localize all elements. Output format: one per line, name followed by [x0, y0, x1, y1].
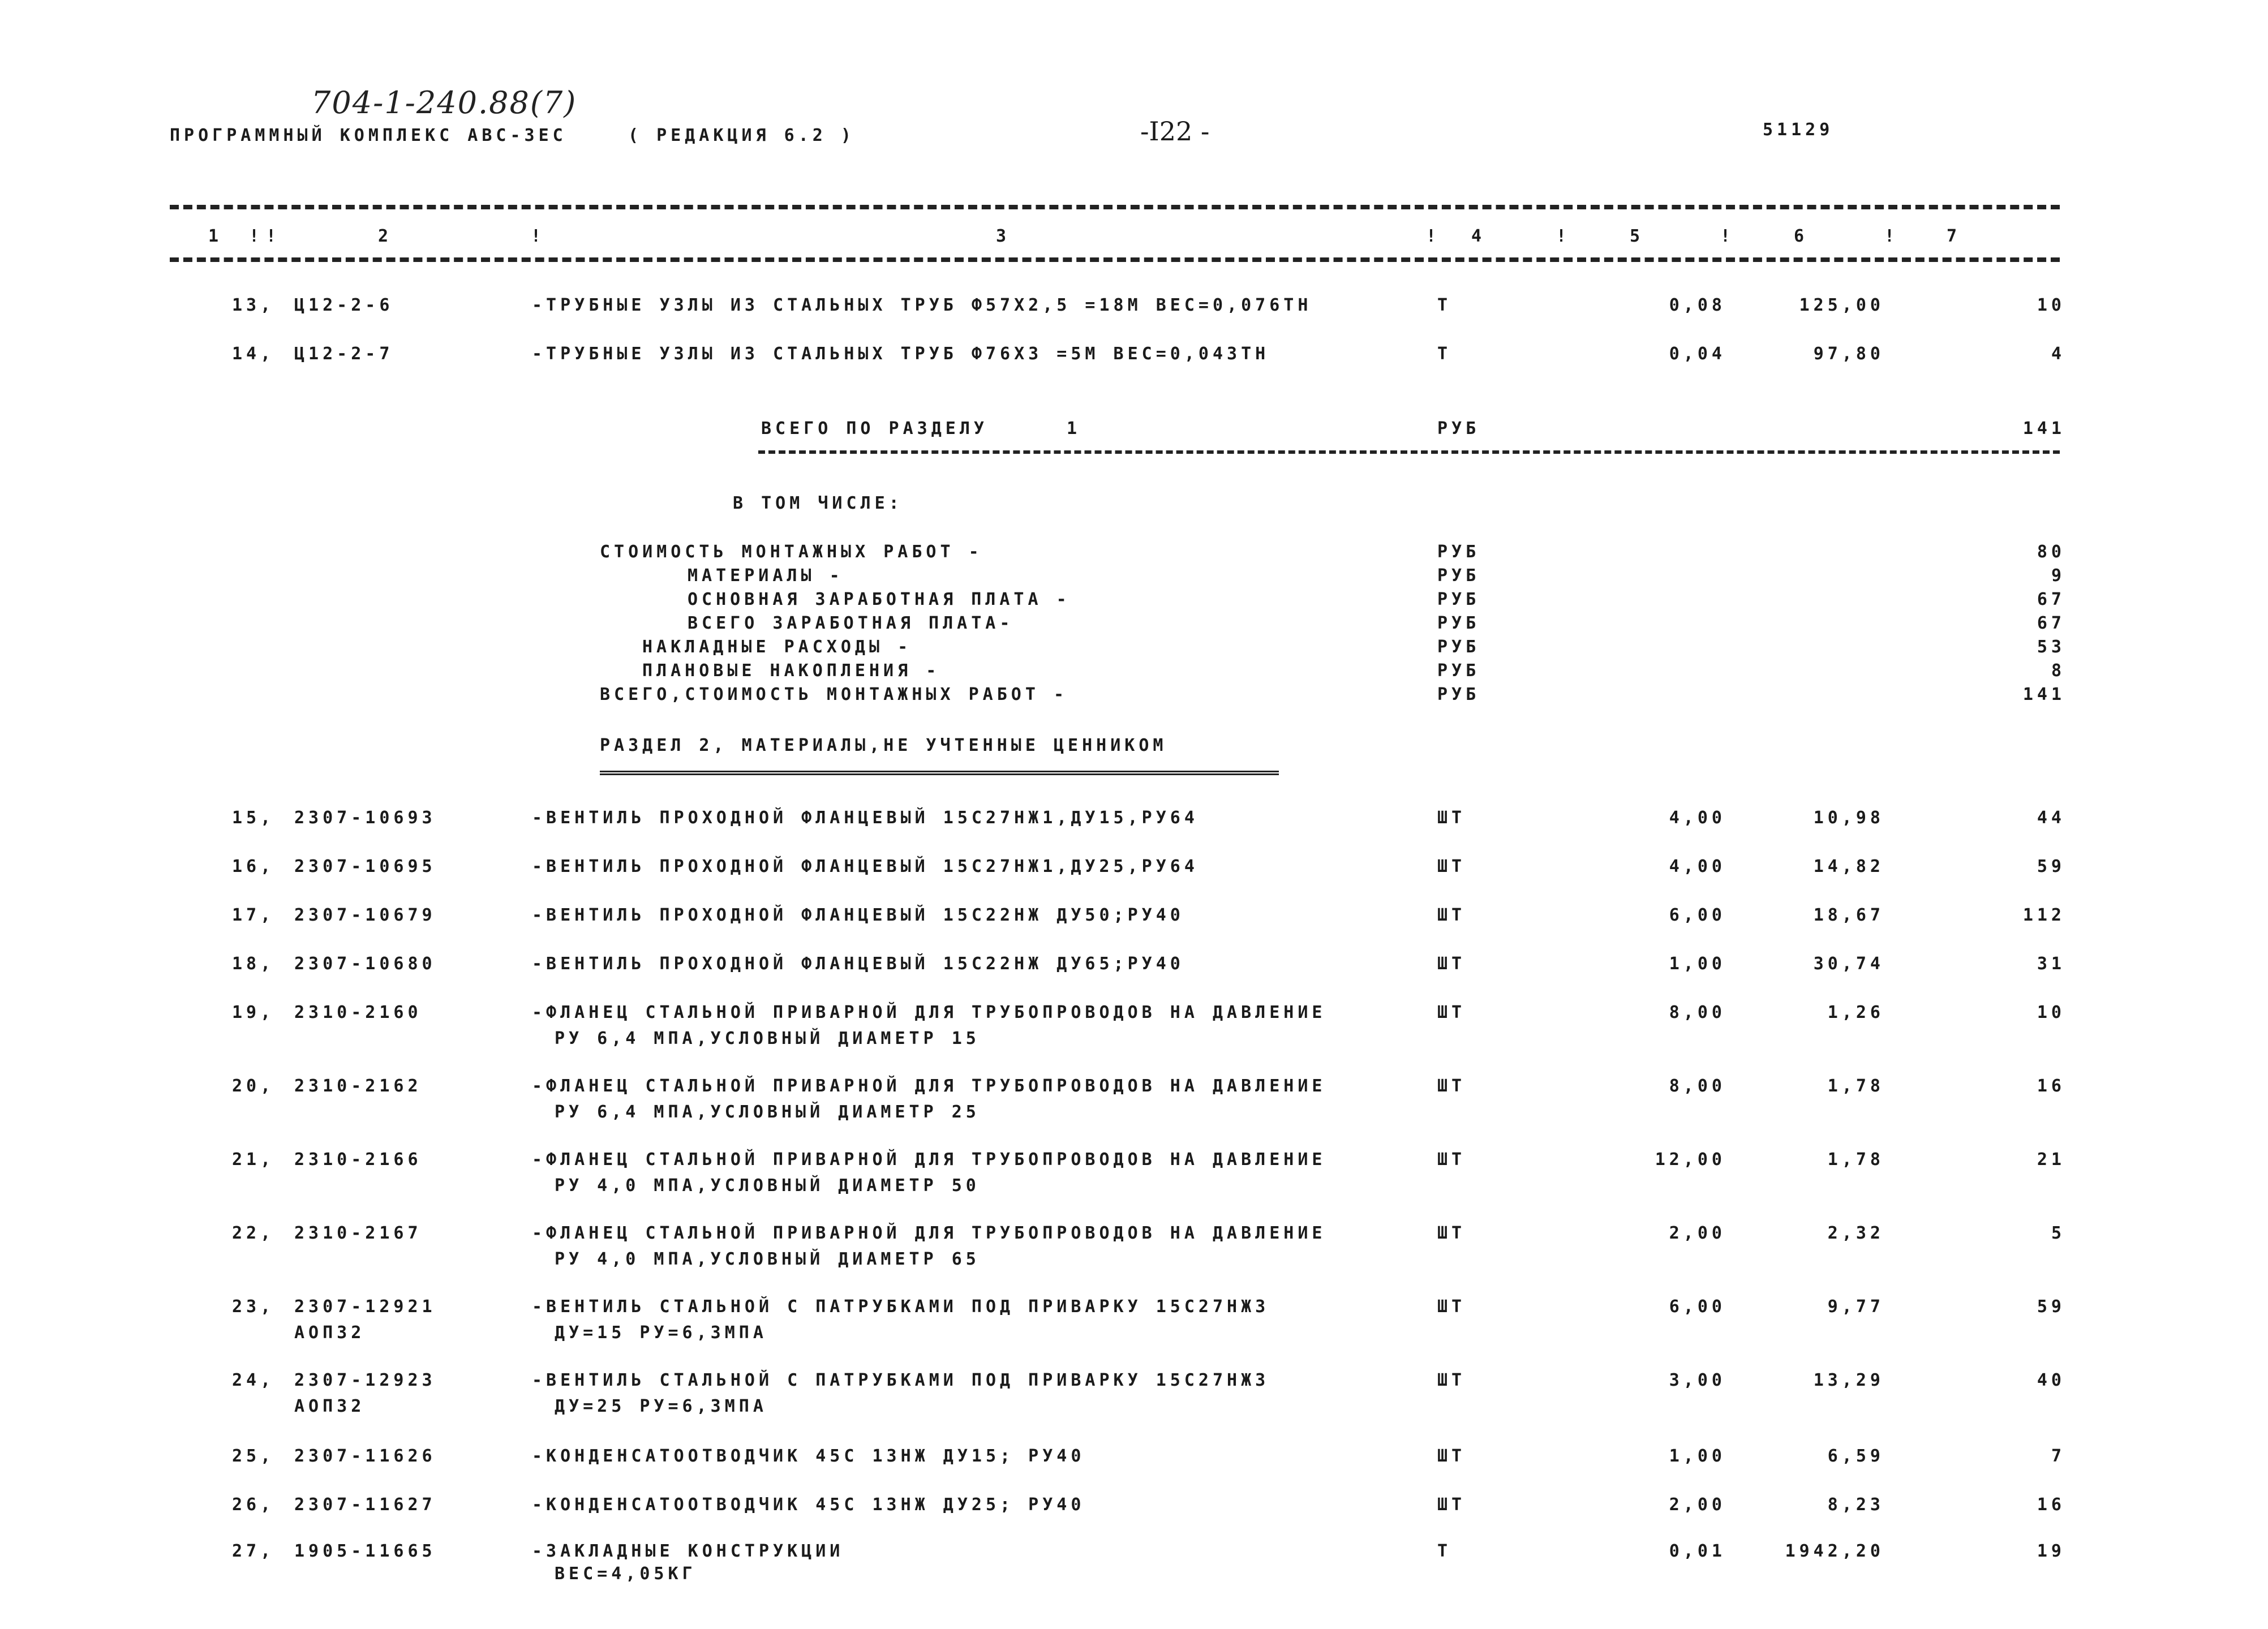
row-description: -ЗАКЛАДНЫЕ КОНСТРУКЦИИ [532, 1541, 844, 1561]
row-total: 112 [2022, 905, 2065, 925]
row-position: 24, [232, 1370, 275, 1390]
row-quantity: 0,08 [1669, 295, 1726, 315]
row-quantity: 2,00 [1669, 1495, 1726, 1515]
row-code: 2310-2160 [294, 1003, 422, 1022]
row-price: 1,78 [1827, 1076, 1884, 1096]
table-row [0, 1076, 2268, 1144]
breakdown-unit: РУБ [1437, 685, 1480, 704]
breakdown-label: МАТЕРИАЛЫ - [688, 566, 844, 586]
section-total-number: 1 [1067, 419, 1081, 439]
row-unit: ШТ [1437, 857, 1466, 876]
row-quantity: 6,00 [1669, 905, 1726, 925]
section-total-line [0, 419, 2268, 442]
breakdown-unit: РУБ [1437, 566, 1480, 586]
row-code: 2307-10693 [294, 808, 436, 828]
breakdown-label: НАКЛАДНЫЕ РАСХОДЫ - [642, 637, 912, 657]
row-unit: ШТ [1437, 1370, 1466, 1390]
breakdown-line [0, 685, 2268, 708]
row-quantity: 3,00 [1669, 1370, 1726, 1390]
row-price: 2,32 [1827, 1223, 1884, 1243]
including-heading: В ТОМ ЧИСЛЕ: [733, 493, 903, 513]
row-description: -ВЕНТИЛЬ ПРОХОДНОЙ ФЛАНЦЕВЫЙ 15С22НЖ ДУ50;РУ40 [532, 905, 1184, 925]
row-description: -ТРУБНЫЕ УЗЛЫ ИЗ СТАЛЬНЫХ ТРУБ Ф57Х2,5 =18М ВЕС=0,076ТН [532, 295, 1312, 315]
row-unit: ШТ [1437, 1223, 1466, 1243]
row-code: 2307-10679 [294, 905, 436, 925]
breakdown-label: ВСЕГО,СТОИМОСТЬ МОНТАЖНЫХ РАБОТ - [600, 685, 1068, 704]
row-total: 7 [2051, 1446, 2065, 1466]
table-header-rule [170, 257, 2060, 262]
column-number: 7 [1947, 226, 1961, 246]
row-total: 10 [2037, 295, 2065, 315]
breakdown-line [0, 661, 2268, 685]
table-row [0, 344, 2268, 412]
row-price: 1,26 [1827, 1003, 1884, 1022]
row-unit: Т [1437, 344, 1452, 364]
row-description-line2: РУ 4,0 МПА,УСЛОВНЫЙ ДИАМЕТР 50 [555, 1176, 980, 1196]
row-total: 5 [2051, 1223, 2065, 1243]
row-quantity: 4,00 [1669, 857, 1726, 876]
row-code-line2: АОП32 [294, 1396, 366, 1416]
row-quantity: 2,00 [1669, 1223, 1726, 1243]
row-code-line2: АОП32 [294, 1323, 366, 1343]
breakdown-value: 53 [2037, 637, 2065, 657]
column-number: 5 [1630, 226, 1644, 246]
row-unit: Т [1437, 295, 1452, 315]
row-code: 2307-12921 [294, 1297, 436, 1317]
section-total-label: ВСЕГО ПО РАЗДЕЛУ [761, 419, 988, 439]
table-row [0, 1003, 2268, 1071]
breakdown-label: СТОИМОСТЬ МОНТАЖНЫХ РАБОТ - [600, 542, 983, 562]
table-row [0, 1223, 2268, 1291]
column-number: 1 [208, 226, 223, 246]
row-position: 21, [232, 1150, 275, 1170]
breakdown-line [0, 637, 2268, 661]
section-total-unit: РУБ [1437, 419, 1480, 439]
breakdown-unit: РУБ [1437, 637, 1480, 657]
row-total: 10 [2037, 1003, 2065, 1022]
row-total: 16 [2037, 1495, 2065, 1515]
row-code: 2307-11626 [294, 1446, 436, 1466]
row-position: 23, [232, 1297, 275, 1317]
row-position: 18, [232, 954, 275, 974]
row-unit: ШТ [1437, 1446, 1466, 1466]
row-description: -ВЕНТИЛЬ ПРОХОДНОЙ ФЛАНЦЕВЫЙ 15С27НЖ1,ДУ25,РУ64 [532, 857, 1199, 876]
row-position: 13, [232, 295, 275, 315]
row-description: -ФЛАНЕЦ СТАЛЬНОЙ ПРИВАРНОЙ ДЛЯ ТРУБОПРОВОДОВ НА ДАВЛЕНИЕ [532, 1150, 1326, 1170]
row-price: 10,98 [1813, 808, 1884, 828]
row-code: 2307-12923 [294, 1370, 436, 1390]
row-position: 26, [232, 1495, 275, 1515]
row-quantity: 0,04 [1669, 344, 1726, 364]
row-quantity: 1,00 [1669, 954, 1726, 974]
row-unit: ШТ [1437, 1297, 1466, 1317]
row-unit: ШТ [1437, 808, 1466, 828]
row-unit: ШТ [1437, 1076, 1466, 1096]
row-code: 2310-2162 [294, 1076, 422, 1096]
row-quantity: 8,00 [1669, 1076, 1726, 1096]
breakdown-line [0, 613, 2268, 637]
row-quantity: 0,01 [1669, 1541, 1726, 1561]
row-unit: ШТ [1437, 1495, 1466, 1515]
table-row [0, 1370, 2268, 1438]
row-description: -КОНДЕНСАТООТВОДЧИК 45С 13НЖ ДУ25; РУ40 [532, 1495, 1085, 1515]
row-code: Ц12-2-7 [294, 344, 394, 364]
row-total: 19 [2037, 1541, 2065, 1561]
row-unit: ШТ [1437, 1150, 1466, 1170]
row-position: 25, [232, 1446, 275, 1466]
section-title-underline [600, 771, 1279, 775]
row-position: 14, [232, 344, 275, 364]
row-unit: ШТ [1437, 954, 1466, 974]
handwritten-reference: 704-1-240.88(7) [311, 85, 577, 121]
row-code: 2307-11627 [294, 1495, 436, 1515]
row-position: 16, [232, 857, 275, 876]
row-code: 1905-11665 [294, 1541, 436, 1561]
row-unit: ШТ [1437, 1003, 1466, 1022]
row-description-line2: РУ 4,0 МПА,УСЛОВНЫЙ ДИАМЕТР 65 [555, 1249, 980, 1269]
column-number: 3 [996, 226, 1011, 246]
section-title: РАЗДЕЛ 2, МАТЕРИАЛЫ,НЕ УЧТЕННЫЕ ЦЕННИКОМ [600, 736, 1167, 755]
row-position: 15, [232, 808, 275, 828]
row-price: 13,29 [1813, 1370, 1884, 1390]
program-name: ПРОГРАММНЫЙ КОМПЛЕКС АВС-3ЕС [170, 126, 567, 145]
row-total: 59 [2037, 857, 2065, 876]
row-price: 14,82 [1813, 857, 1884, 876]
row-code: 2310-2167 [294, 1223, 422, 1243]
row-quantity: 12,00 [1655, 1150, 1726, 1170]
row-total: 31 [2037, 954, 2065, 974]
row-total: 40 [2037, 1370, 2065, 1390]
breakdown-value: 80 [2037, 542, 2065, 562]
breakdown-unit: РУБ [1437, 661, 1480, 681]
table-top-rule [170, 205, 2060, 209]
row-price: 30,74 [1813, 954, 1884, 974]
section-total-rule [758, 450, 2060, 454]
row-code: Ц12-2-6 [294, 295, 394, 315]
row-quantity: 6,00 [1669, 1297, 1726, 1317]
page-number: -I22 - [1140, 116, 1210, 147]
row-total: 44 [2037, 808, 2065, 828]
breakdown-label: ВСЕГО ЗАРАБОТНАЯ ПЛАТА- [688, 613, 1014, 633]
row-total: 4 [2051, 344, 2065, 364]
row-unit: ШТ [1437, 905, 1466, 925]
row-description: -ФЛАНЕЦ СТАЛЬНОЙ ПРИВАРНОЙ ДЛЯ ТРУБОПРОВОДОВ НА ДАВЛЕНИЕ [532, 1223, 1326, 1243]
row-price: 18,67 [1813, 905, 1884, 925]
breakdown-line [0, 542, 2268, 566]
row-total: 16 [2037, 1076, 2065, 1096]
row-code: 2307-10680 [294, 954, 436, 974]
column-number: 2 [378, 226, 393, 246]
row-position: 19, [232, 1003, 275, 1022]
table-row [0, 1541, 2268, 1609]
breakdown-unit: РУБ [1437, 613, 1480, 633]
row-description-line2: ВЕС=4,05КГ [555, 1564, 697, 1584]
table-row [0, 1150, 2268, 1218]
row-price: 97,80 [1813, 344, 1884, 364]
breakdown-value: 9 [2051, 566, 2065, 586]
row-quantity: 4,00 [1669, 808, 1726, 828]
row-description: -ВЕНТИЛЬ ПРОХОДНОЙ ФЛАНЦЕВЫЙ 15С22НЖ ДУ65;РУ40 [532, 954, 1184, 974]
row-description: -ФЛАНЕЦ СТАЛЬНОЙ ПРИВАРНОЙ ДЛЯ ТРУБОПРОВОДОВ НА ДАВЛЕНИЕ [532, 1076, 1326, 1096]
breakdown-value: 67 [2037, 613, 2065, 633]
breakdown-line [0, 566, 2268, 590]
row-price: 125,00 [1799, 295, 1884, 315]
row-position: 22, [232, 1223, 275, 1243]
column-number: 6 [1794, 226, 1809, 246]
section-total-value: 141 [2022, 419, 2065, 439]
row-price: 9,77 [1827, 1297, 1884, 1317]
row-description: -КОНДЕНСАТООТВОДЧИК 45С 13НЖ ДУ15; РУ40 [532, 1446, 1085, 1466]
row-description: -ФЛАНЕЦ СТАЛЬНОЙ ПРИВАРНОЙ ДЛЯ ТРУБОПРОВОДОВ НА ДАВЛЕНИЕ [532, 1003, 1326, 1022]
row-quantity: 8,00 [1669, 1003, 1726, 1022]
breakdown-unit: РУБ [1437, 542, 1480, 562]
breakdown-label: ОСНОВНАЯ ЗАРАБОТНАЯ ПЛАТА - [688, 590, 1071, 609]
row-description: -ВЕНТИЛЬ СТАЛЬНОЙ С ПАТРУБКАМИ ПОД ПРИВАРКУ 15С27НЖ3 [532, 1297, 1270, 1317]
row-price: 6,59 [1827, 1446, 1884, 1466]
edition-label: ( РЕДАКЦИЯ 6.2 ) [628, 126, 855, 145]
row-description-line2: РУ 6,4 МПА,УСЛОВНЫЙ ДИАМЕТР 15 [555, 1029, 980, 1048]
breakdown-unit: РУБ [1437, 590, 1480, 609]
row-description: -ВЕНТИЛЬ СТАЛЬНОЙ С ПАТРУБКАМИ ПОД ПРИВАРКУ 15С27НЖ3 [532, 1370, 1270, 1390]
row-code: 2307-10695 [294, 857, 436, 876]
breakdown-line [0, 590, 2268, 613]
row-position: 17, [232, 905, 275, 925]
row-description-line2: ДУ=15 РУ=6,3МПА [555, 1323, 767, 1343]
row-price: 1,78 [1827, 1150, 1884, 1170]
row-price: 8,23 [1827, 1495, 1884, 1515]
breakdown-value: 141 [2022, 685, 2065, 704]
row-total: 21 [2037, 1150, 2065, 1170]
row-description: -ВЕНТИЛЬ ПРОХОДНОЙ ФЛАНЦЕВЫЙ 15С27НЖ1,ДУ15,РУ64 [532, 808, 1199, 828]
row-total: 59 [2037, 1297, 2065, 1317]
breakdown-value: 67 [2037, 590, 2065, 609]
row-position: 20, [232, 1076, 275, 1096]
breakdown-value: 8 [2051, 661, 2065, 681]
row-description-line2: РУ 6,4 МПА,УСЛОВНЫЙ ДИАМЕТР 25 [555, 1102, 980, 1122]
breakdown-label: ПЛАНОВЫЕ НАКОПЛЕНИЯ - [642, 661, 940, 681]
table-row [0, 1297, 2268, 1365]
column-number: 4 [1471, 226, 1486, 246]
row-position: 27, [232, 1541, 275, 1561]
row-description: -ТРУБНЫЕ УЗЛЫ ИЗ СТАЛЬНЫХ ТРУБ Ф76Х3 =5М ВЕС=0,043ТН [532, 344, 1270, 364]
row-price: 1942,20 [1785, 1541, 1884, 1561]
document-number: 51129 [1763, 120, 1834, 140]
row-quantity: 1,00 [1669, 1446, 1726, 1466]
row-code: 2310-2166 [294, 1150, 422, 1170]
row-unit: Т [1437, 1541, 1452, 1561]
row-description-line2: ДУ=25 РУ=6,3МПА [555, 1396, 767, 1416]
